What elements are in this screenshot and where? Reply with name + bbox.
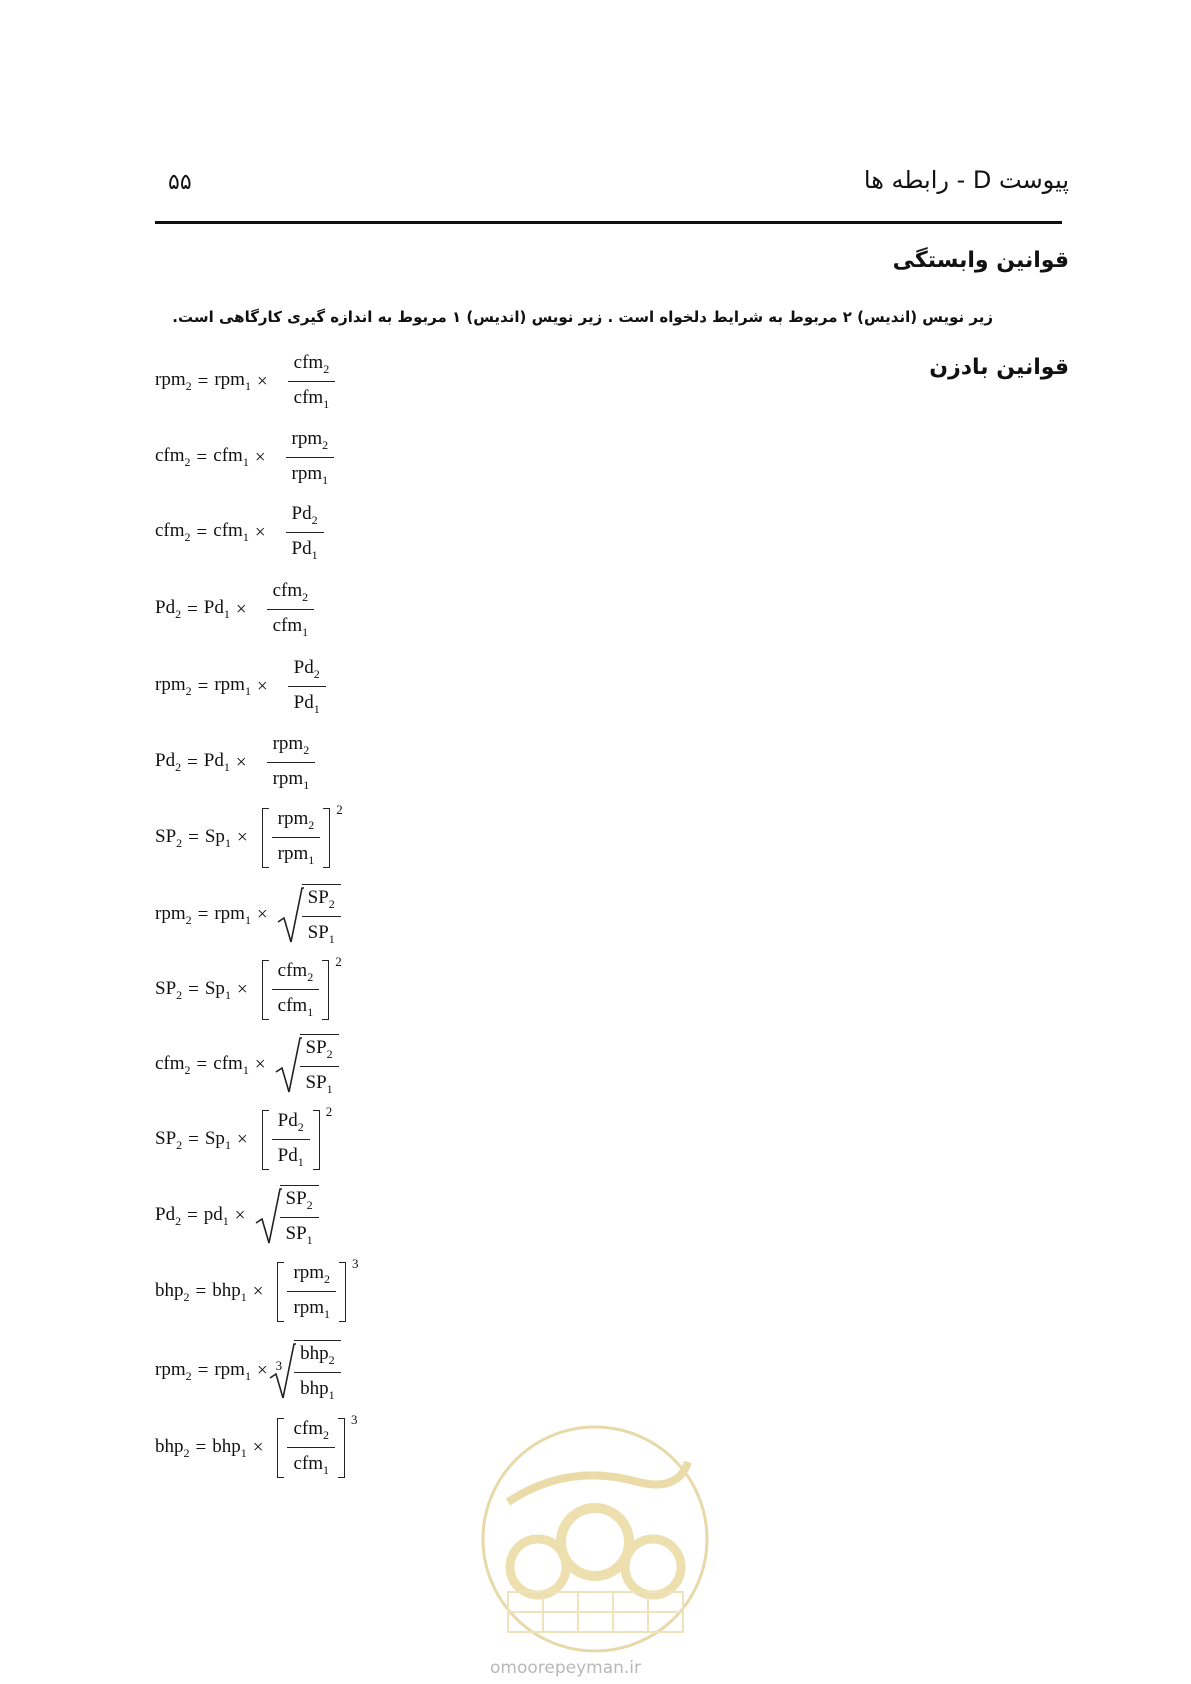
fraction xyxy=(288,657,326,717)
equation-lhs: $Pd_2$ xyxy=(155,597,182,622)
multiply-sign: × xyxy=(236,827,248,848)
equals-sign: = xyxy=(187,598,198,620)
multiply-sign: × xyxy=(236,1129,248,1150)
radical-sign-icon xyxy=(254,1187,282,1245)
numerator: bhp$_2$ xyxy=(294,1343,341,1373)
equation-7 xyxy=(155,802,343,868)
fraction xyxy=(288,352,336,412)
equation-lhs: $Pd_2$ xyxy=(155,750,182,775)
fraction xyxy=(267,733,316,793)
equation-lhs: $SP_2$ xyxy=(155,977,183,1002)
equals-sign: = xyxy=(195,1437,207,1458)
exponent: 2 xyxy=(335,954,342,969)
denominator: cfm$_1$ xyxy=(293,386,330,411)
equation-10 xyxy=(155,1034,339,1097)
equation-rhs-var: rpm$_1$ xyxy=(214,674,251,699)
equation-2 xyxy=(155,428,334,488)
equation-rhs-var: rpm$_1$ xyxy=(214,369,251,394)
equation-11 xyxy=(155,1104,333,1170)
multiply-sign: × xyxy=(252,1281,264,1302)
numerator: $SP_2$ xyxy=(302,887,341,917)
equation-lhs: bhp$_2$ xyxy=(155,1435,190,1460)
fraction xyxy=(272,960,320,1020)
multiply-sign: × xyxy=(254,446,266,468)
equation-lhs: bhp$_2$ xyxy=(155,1279,190,1304)
fraction xyxy=(287,1262,336,1322)
denominator: cfm$_1$ xyxy=(277,995,314,1019)
numerator: cfm$_2$ xyxy=(272,960,320,990)
numerator: cfm$_2$ xyxy=(287,1418,335,1448)
fraction xyxy=(272,808,321,868)
denominator: rpm$_1$ xyxy=(293,1297,331,1321)
radical-sign-icon xyxy=(274,1036,302,1094)
bracket-group xyxy=(277,1262,346,1322)
equation-lhs: rpm$_2$ xyxy=(155,902,192,927)
equation-rhs-var: bhp$_1$ xyxy=(212,1279,247,1304)
denominator: $SP_1$ xyxy=(307,921,335,946)
equation-9 xyxy=(155,954,342,1020)
header-title: پیوست D - رابطه ها xyxy=(863,166,1069,194)
equation-rhs-var: rpm$_1$ xyxy=(214,902,251,927)
equals-sign: = xyxy=(197,675,209,697)
equation-rhs-var: cfm$_1$ xyxy=(213,520,249,545)
radical xyxy=(276,884,341,947)
numerator: $SP_2$ xyxy=(280,1188,319,1218)
fraction xyxy=(302,887,341,947)
equals-sign: = xyxy=(196,446,208,468)
equals-sign: = xyxy=(197,370,209,392)
exponent: 2 xyxy=(336,802,343,817)
equals-sign: = xyxy=(188,1129,199,1150)
equation-lhs: rpm$_2$ xyxy=(155,1358,192,1383)
numerator: rpm$_2$ xyxy=(267,733,316,763)
equals-sign: = xyxy=(196,521,208,543)
equals-sign: = xyxy=(197,904,209,926)
denominator: $Pd_1$ xyxy=(293,691,320,716)
denominator: cfm$_1$ xyxy=(272,614,309,639)
radical xyxy=(254,1185,319,1248)
equation-15 xyxy=(155,1412,358,1478)
subscript-note: زیر نویس (اندیس) ۲ مربوط به شرایط دلخواه است . زیر نویس (اندیس) ۱ مربوط به اندازه گیری کارگاهی است. xyxy=(172,308,993,326)
multiply-sign: × xyxy=(252,1437,264,1458)
equation-1 xyxy=(155,352,335,412)
equation-rhs-var: cfm$_1$ xyxy=(213,445,249,470)
denominator: bhp$_1$ xyxy=(300,1377,335,1402)
fraction xyxy=(280,1188,319,1248)
equation-lhs: cfm$_2$ xyxy=(155,1052,191,1077)
equals-sign: = xyxy=(187,751,198,773)
multiply-sign: × xyxy=(256,1360,268,1382)
root-index: 3 xyxy=(275,1358,283,1374)
equation-lhs: $SP_2$ xyxy=(155,825,183,850)
multiply-sign: × xyxy=(256,904,268,926)
equation-13 xyxy=(155,1256,359,1322)
equation-lhs: cfm$_2$ xyxy=(155,445,191,470)
numerator: $Pd_2$ xyxy=(288,657,326,687)
multiply-sign: × xyxy=(234,1205,246,1227)
numerator: rpm$_2$ xyxy=(287,1262,336,1292)
equals-sign: = xyxy=(187,1205,198,1227)
denominator: $SP_1$ xyxy=(285,1222,313,1247)
denominator: rpm$_1$ xyxy=(291,462,329,487)
fraction xyxy=(267,580,315,640)
numerator: cfm$_2$ xyxy=(288,352,336,382)
denominator: rpm$_1$ xyxy=(277,843,315,867)
denominator: $Pd_1$ xyxy=(277,1145,304,1169)
bracket-group xyxy=(277,1418,345,1478)
fraction xyxy=(286,503,324,563)
equation-rhs-var: $Sp_1$ xyxy=(204,977,231,1002)
dependency-laws-heading: قوانین وابستگی xyxy=(892,248,1069,273)
equation-8 xyxy=(155,884,341,947)
multiply-sign: × xyxy=(235,598,247,620)
equation-14 xyxy=(155,1340,341,1403)
numerator: cfm$_2$ xyxy=(267,580,315,610)
fraction xyxy=(294,1343,341,1403)
radical-sign-icon xyxy=(276,886,304,944)
bracket-group xyxy=(262,960,330,1020)
numerator: rpm$_2$ xyxy=(286,428,335,458)
equation-rhs-var: $Pd_1$ xyxy=(203,597,230,622)
omoore-peyman-logo-icon xyxy=(478,1422,713,1657)
equation-lhs: rpm$_2$ xyxy=(155,369,192,394)
equation-rhs-var: $pd_1$ xyxy=(203,1203,229,1228)
denominator: $Pd_1$ xyxy=(291,537,318,562)
equation-4 xyxy=(155,580,314,640)
equation-lhs: $SP_2$ xyxy=(155,1127,183,1152)
exponent: 3 xyxy=(352,1256,359,1271)
equation-rhs-var: cfm$_1$ xyxy=(213,1052,249,1077)
equation-3 xyxy=(155,503,324,563)
multiply-sign: × xyxy=(256,675,268,697)
fraction xyxy=(300,1037,339,1097)
exponent: 2 xyxy=(325,1104,333,1119)
denominator: $SP_1$ xyxy=(305,1071,333,1096)
equals-sign: = xyxy=(195,1281,207,1302)
equation-rhs-var: bhp$_1$ xyxy=(212,1435,247,1460)
multiply-sign: × xyxy=(254,1054,266,1076)
numerator: $Pd_2$ xyxy=(286,503,324,533)
header-divider xyxy=(155,221,1062,224)
denominator: cfm$_1$ xyxy=(293,1453,329,1477)
equation-lhs: $Pd_2$ xyxy=(155,1203,182,1228)
multiply-sign: × xyxy=(254,521,266,543)
equation-rhs-var: $Sp_1$ xyxy=(204,1127,231,1152)
multiply-sign: × xyxy=(236,979,248,1000)
exponent: 3 xyxy=(350,1412,358,1427)
bracket-group xyxy=(262,1110,320,1170)
numerator: $SP_2$ xyxy=(300,1037,339,1067)
radical xyxy=(276,1340,341,1403)
equals-sign: = xyxy=(188,979,199,1000)
bracket-group xyxy=(262,808,331,868)
numerator: $Pd_2$ xyxy=(272,1110,310,1140)
fan-laws-heading: قوانین بادزن xyxy=(929,355,1069,380)
fraction xyxy=(272,1110,310,1170)
equation-5 xyxy=(155,657,326,717)
radical xyxy=(274,1034,339,1097)
equation-6 xyxy=(155,733,315,793)
fraction xyxy=(287,1418,335,1478)
multiply-sign: × xyxy=(256,370,268,392)
equation-rhs-var: $Sp_1$ xyxy=(204,825,231,850)
equation-lhs: cfm$_2$ xyxy=(155,520,191,545)
equation-rhs-var: rpm$_1$ xyxy=(214,1358,251,1383)
equals-sign: = xyxy=(188,827,199,848)
equation-12 xyxy=(155,1185,319,1248)
radical-sign-icon xyxy=(268,1342,296,1400)
equation-lhs: rpm$_2$ xyxy=(155,674,192,699)
multiply-sign: × xyxy=(235,751,247,773)
page-number: ۵۵ xyxy=(168,170,192,195)
watermark-text: omoorepeyman.ir xyxy=(490,1658,642,1678)
equals-sign: = xyxy=(197,1360,209,1382)
equation-rhs-var: $Pd_1$ xyxy=(203,750,230,775)
numerator: rpm$_2$ xyxy=(272,808,321,838)
fraction xyxy=(286,428,335,488)
equals-sign: = xyxy=(196,1054,208,1076)
denominator: rpm$_1$ xyxy=(272,767,310,792)
